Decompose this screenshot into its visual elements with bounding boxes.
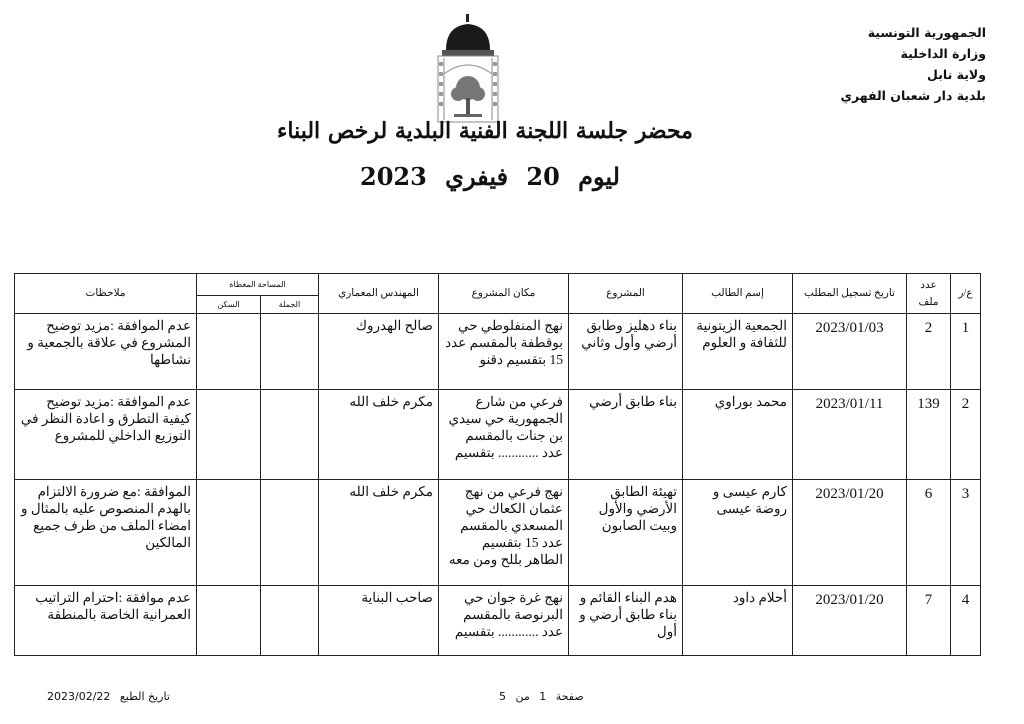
cell-location: نهج المنفلوطي حي بوقطفة بالمقسم عدد 15 بتقسيم دقنو: [439, 314, 569, 390]
cell-index: 1: [951, 314, 981, 390]
cell-area-total: [261, 480, 319, 586]
cell-project: هدم البناء القائم و بناء طابق أرضي و أول: [569, 586, 683, 656]
cell-area-housing: [197, 314, 261, 390]
cell-location: فرعي من شارع الجمهورية حي سيدي بن جنات بالمقسم عدد ............ بتقسيم: [439, 390, 569, 480]
cell-location: نهج فرعي من نهج عثمان الكعاك حي المسعدي بالمقسم عدد 15 بتقسيم الطاهر بللح ومن معه: [439, 480, 569, 586]
header-line-ministry: وزارة الداخلية: [900, 46, 986, 61]
ministry-header: [786, 22, 986, 106]
cell-reg-date: 2023/01/20: [793, 480, 907, 586]
page-total: 5: [499, 690, 506, 703]
session-date: [300, 162, 680, 191]
col-header-reg-date: تاريخ تسجيل المطلب: [793, 274, 907, 314]
cell-architect: مكرم خلف الله: [319, 390, 439, 480]
col-header-location: مكان المشروع: [439, 274, 569, 314]
table-row: [15, 586, 981, 656]
header-line-municipality: بلدية دار شعبان الفهري: [840, 88, 986, 103]
cell-project: بناء طابق أرضي: [569, 390, 683, 480]
cell-notes: عدم الموافقة :مزيد توضيح المشروع في علاقة بالجمعية و نشاطها: [15, 314, 197, 390]
document-title: محضر جلسة اللجنة الفنية البلدية لرخص البناء: [277, 118, 693, 144]
cell-file-no: 6: [907, 480, 951, 586]
cell-area-housing: [197, 480, 261, 586]
col-header-notes: ملاحظات: [15, 274, 197, 314]
date-prefix: ليوم: [578, 162, 620, 191]
cell-applicant: الجمعية الزيتونية للثقافة و العلوم: [683, 314, 793, 390]
cell-applicant: كارم عيسى و روضة عيسى: [683, 480, 793, 586]
cell-reg-date: 2023/01/03: [793, 314, 907, 390]
col-header-index: ع/ر: [951, 274, 981, 314]
cell-area-total: [261, 586, 319, 656]
cell-applicant: محمد بوراوي: [683, 390, 793, 480]
date-year: 2023: [360, 162, 427, 191]
cell-architect: مكرم خلف الله: [319, 480, 439, 586]
header-line-republic: الجمهورية التونسية: [867, 25, 986, 40]
cell-file-no: 7: [907, 586, 951, 656]
cell-area-total: [261, 314, 319, 390]
cell-location: نهج غرة جوان حي البرنوصة بالمقسم عدد ............ بتقسيم: [439, 586, 569, 656]
cell-reg-date: 2023/01/20: [793, 586, 907, 656]
cell-project: تهيئة الطابق الأرضي والأول وبيت الصابون: [569, 480, 683, 586]
page-of: من: [515, 690, 530, 703]
col-header-area-total: الجملة: [261, 296, 319, 314]
cell-area-housing: [197, 586, 261, 656]
col-header-applicant: إسم الطالب: [683, 274, 793, 314]
table-row: [15, 480, 981, 586]
page-label: صفحة: [555, 690, 584, 703]
date-day: 20: [526, 162, 560, 191]
cell-file-no: 2: [907, 314, 951, 390]
cell-index: 2: [951, 390, 981, 480]
cell-index: 4: [951, 586, 981, 656]
cell-area-housing: [197, 390, 261, 480]
cell-reg-date: 2023/01/11: [793, 390, 907, 480]
cell-architect: صالح الهدروك: [319, 314, 439, 390]
page-current: 1: [539, 690, 547, 703]
cell-notes: عدم الموافقة :مزيد توضيح كيفية التطرق و اعادة النظر في التوزيع الداخلي للمشروع: [15, 390, 197, 480]
col-header-architect: المهندس المعماري: [319, 274, 439, 314]
cell-notes: الموافقة :مع ضرورة الالتزام بالهدم المنصوص عليه بالمثال و امضاء الملف من طرف جميع المالكين: [15, 480, 197, 586]
table-row: [15, 314, 981, 390]
col-header-covered-area: المساحة المغطاة: [197, 274, 319, 296]
col-header-file-no: عدد ملف: [907, 274, 951, 314]
cell-project: بناء دهليز وطابق أرضي وأول وثاني: [569, 314, 683, 390]
cell-applicant: أحلام داود: [683, 586, 793, 656]
col-header-area-housing: السكن: [197, 296, 261, 314]
print-date-value: 2023/02/22: [47, 690, 111, 703]
header-line-governorate: ولاية نابل: [927, 67, 986, 82]
col-header-project: المشروع: [569, 274, 683, 314]
print-date: [44, 690, 173, 703]
municipality-emblem-icon: [428, 14, 508, 130]
cell-architect: صاحب البناية: [319, 586, 439, 656]
cell-file-no: 139: [907, 390, 951, 480]
cell-area-total: [261, 390, 319, 480]
cell-notes: عدم موافقة :احترام التراتيب العمرانية الخاصة بالمنطقة: [15, 586, 197, 656]
permits-table: [14, 273, 981, 656]
print-date-label: تاريخ الطبع: [119, 690, 170, 703]
table-row: [15, 390, 981, 480]
cell-index: 3: [951, 480, 981, 586]
page-number: [496, 690, 587, 703]
date-month: فيفري: [445, 162, 509, 191]
